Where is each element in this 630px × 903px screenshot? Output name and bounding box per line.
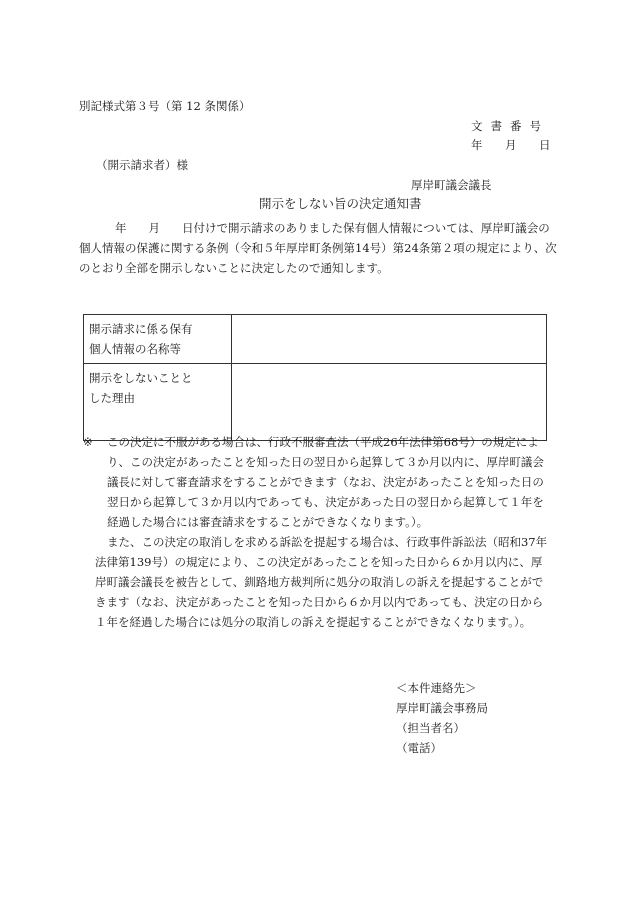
row1-label-line1: 開示請求に係る保有 [89,322,193,336]
issue-date [471,140,551,152]
body-text: 日付けで開示請求のありました保有個人情報については、厚岸町議会の個人情報の保護に関する条例（令和５年厚岸町条例第14号）第24条第２項の規定により、次のとおり全部を開示しないことに決定したので通知します。 [79,221,557,275]
contact-heading: ＜本件連絡先＞ [396,681,477,695]
row2-label [84,364,232,441]
date-day: 日 [539,138,551,152]
issuer-name: 厚岸町議会議長 [411,178,492,192]
row1-label [84,315,232,364]
row2-label-line2: した理由 [89,391,135,405]
requester-name: （開示請求者）様 [96,158,188,172]
table-row [84,364,547,441]
note-1 [83,432,553,532]
notes [83,432,553,632]
contact-phone: （電話） [396,741,442,755]
contact-office: 厚岸町議会事務局 [396,701,488,715]
row1-label-line2: 個人情報の名称等 [89,342,181,356]
row2-value [232,364,547,441]
table-row [84,315,547,364]
contact-block [396,678,488,758]
lead-year: 年 [115,221,127,235]
note-mark: ※ [83,435,93,449]
contact-person: （担当者名） [396,721,465,735]
row2-label-line1: 開示をしないことと [89,371,193,385]
note-2 [83,532,553,632]
date-month: 月 [505,138,517,152]
document-number-label: 文書番号 [471,119,549,133]
form-label: 別記様式第３号（第 12 条関係） [79,99,251,113]
date-year: 年 [471,138,483,152]
document-title: 開示をしない旨の決定通知書 [259,196,422,211]
body-paragraph [79,218,557,278]
info-table [83,314,547,441]
note-2-text: また、この決定の取消しを求める訴訟を提起する場合は、行政事件訴訟法（昭和37年法律第139号）の規定により、この決定があったことを知った日から６か月以内に、厚岸町議会議長を被告として、釧路地方裁判所に処分の取消しの訴えを提起することができます（なお、決定があったことを知った日から６か月以内であっても、決定の日から１年を経過した場合には処分の取消しの訴えを提起することができなくなります。）。 [95,535,548,629]
note-1-text: この決定に不服がある場合は、行政不服審査法（平成26年法律第68号）の規定により、この決定があったことを知った日の翌日から起算して３か月以内に、厚岸町議会議長に対して審査請求をすることができます（なお、決定があったことを知った日の翌日から起算して３か月以内であっても、決定があった日の翌日から起算して１年を経過した場合には審査請求をすることができなくなります。）。 [107,435,544,529]
lead-month: 月 [148,221,160,235]
row1-value [232,315,547,364]
